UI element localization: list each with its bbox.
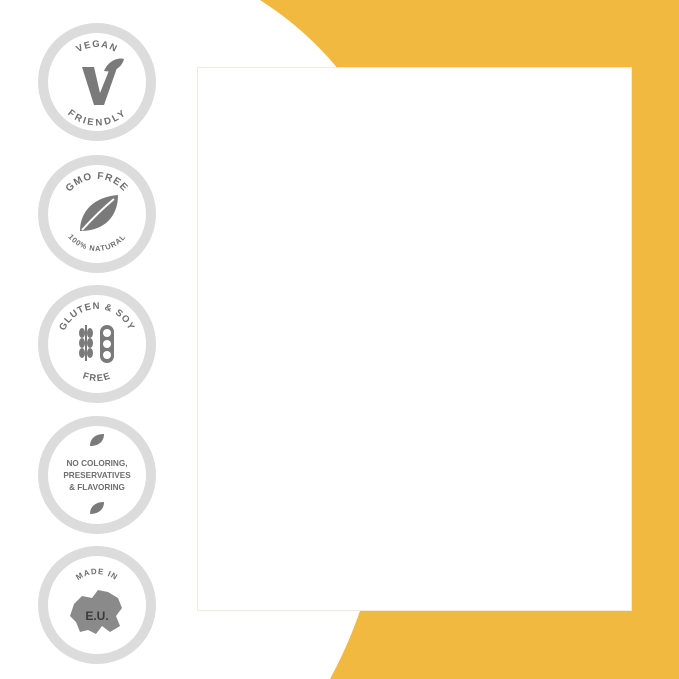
badge-top-text: GMO FREE	[63, 170, 131, 195]
badge-bottom-text: FREE	[81, 370, 113, 385]
badge-top-text: GLUTEN & SOY	[57, 300, 137, 333]
badge-top-text: MADE IN	[74, 566, 120, 583]
badge-line: & FLAVORING	[69, 483, 125, 492]
badge-label: E.U.	[85, 609, 109, 623]
no-coloring-badge	[38, 416, 156, 534]
vegan-friendly-badge	[38, 23, 156, 141]
made-in-eu-badge	[38, 546, 156, 664]
supplement-facts-card	[198, 68, 631, 610]
gluten-soy-free-badge	[38, 285, 156, 403]
badge-bottom-text: FRIENDLY	[65, 107, 129, 129]
badge-top-text: VEGAN	[74, 38, 120, 56]
badge-line: NO COLORING,	[66, 459, 128, 468]
badge-line: PRESERVATIVES	[63, 471, 131, 480]
badge-bottom-text: 100% NATURAL	[66, 232, 128, 254]
gmo-free-badge	[38, 155, 156, 273]
